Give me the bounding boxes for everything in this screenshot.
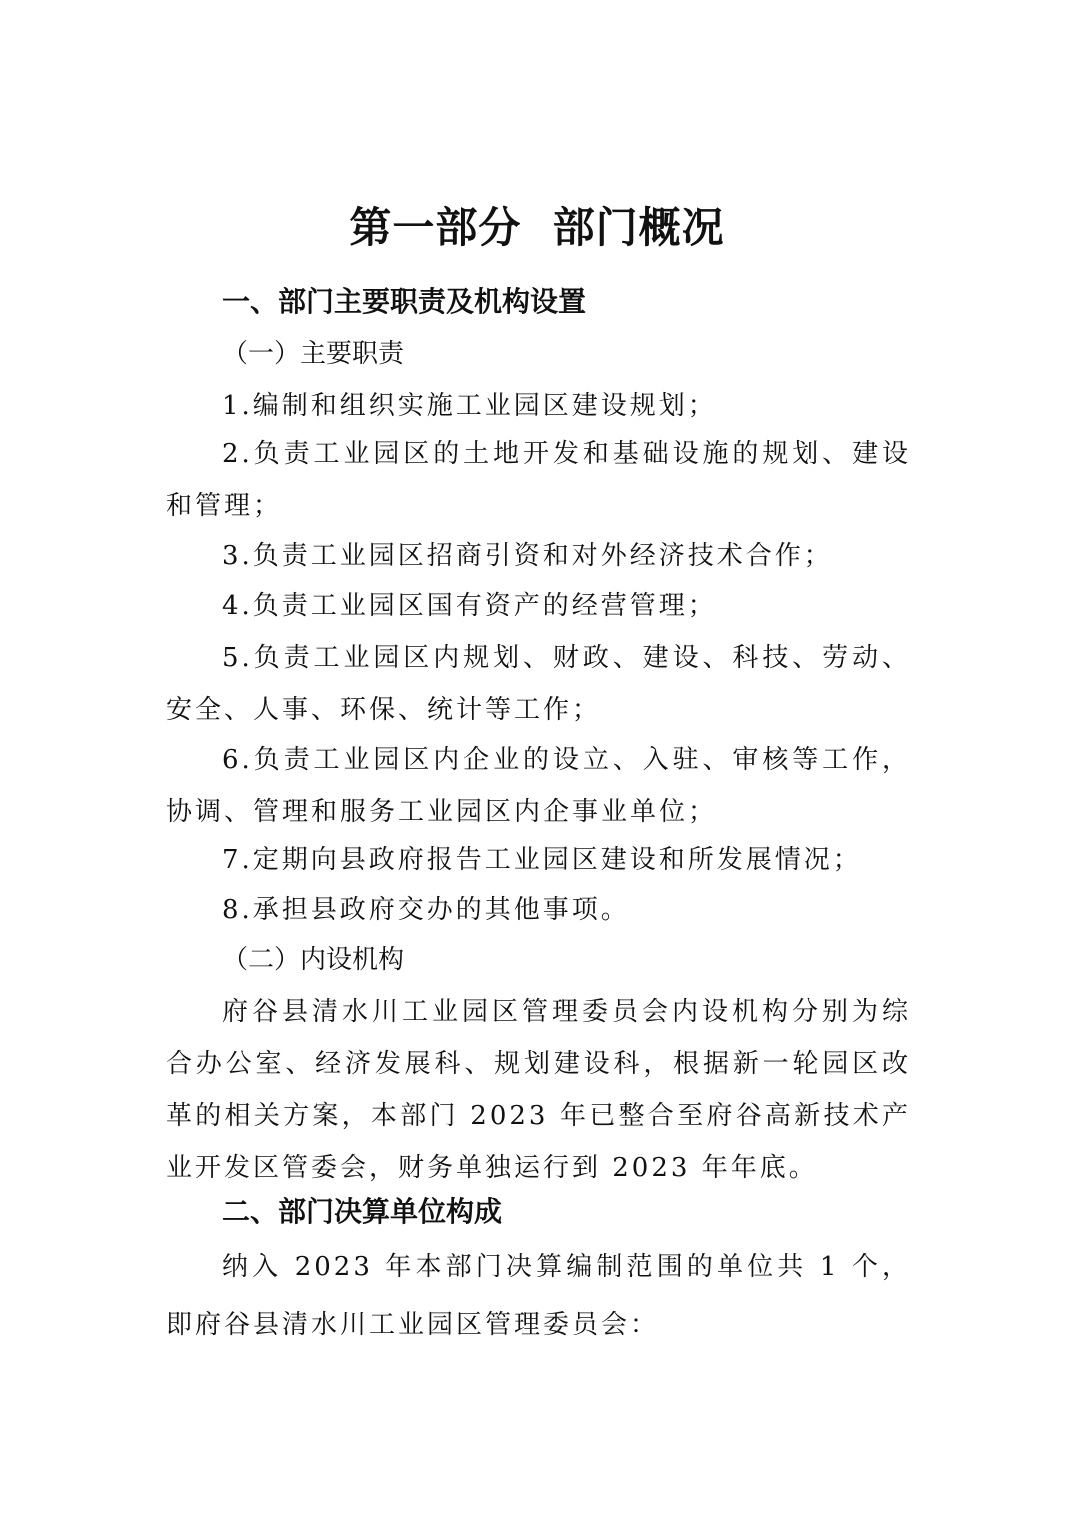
subsection-heading-duties: （一）主要职责: [222, 339, 405, 369]
duty-item-7: 7.定期向县政府报告工业园区建设和所发展情况；: [222, 845, 862, 875]
duty-item-2: 2.负责工业园区的土地开发和基础设施的规划、建设和管理；: [166, 439, 911, 521]
section-heading-2: 二、部门决算单位构成: [222, 1195, 503, 1228]
duty-item-4: 4.负责工业园区国有资产的经营管理；: [222, 591, 717, 621]
subsection-heading-structure: （二）内设机构: [222, 945, 405, 975]
section-heading-1: 一、部门主要职责及机构设置: [222, 285, 587, 318]
units-paragraph: 纳入 2023 年本部门决算编制范围的单位共 1 个，即府谷县清水川工业园区管理委员会：: [166, 1252, 911, 1340]
page-title: 第一部分 部门概况: [349, 203, 725, 252]
duty-item-6: 6.负责工业园区内企业的设立、入驻、审核等工作，协调、管理和服务工业园区内企事业单位；: [166, 745, 911, 827]
duty-item-3: 3.负责工业园区招商引资和对外经济技术合作；: [222, 541, 833, 571]
duty-item-8: 8.承担县政府交办的其他事项。: [222, 895, 630, 925]
duty-item-5: 5.负责工业园区内规划、财政、建设、科技、劳动、安全、人事、环保、统计等工作；: [166, 643, 911, 725]
structure-paragraph: 府谷县清水川工业园区管理委员会内设机构分别为综合办公室、经济发展科、规划建设科，根据新一轮园区改革的相关方案，本部门 2023 年已整合至府谷高新技术产业开发区管委会，财务单独运行到 2023 年年底。: [166, 997, 911, 1183]
duty-item-1: 1.编制和组织实施工业园区建设规划；: [222, 391, 717, 421]
